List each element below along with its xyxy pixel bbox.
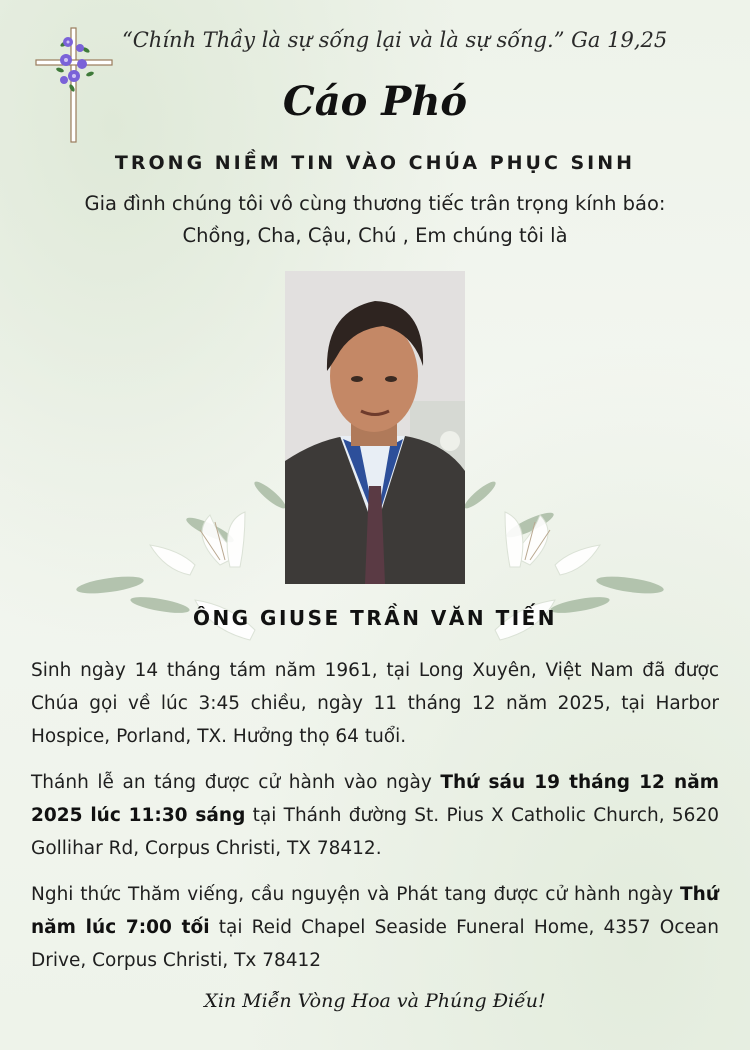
funeral-mass-date: Thứ sáu 19 tháng 12 năm 2025 lúc 11:30 sáng <box>31 772 719 826</box>
intro-line-1: Gia đình chúng tôi vô cùng thương tiếc trân trọng kính báo: <box>84 192 666 215</box>
funeral-mass-text-1: Thánh lễ an táng được cử hành vào ngày <box>31 772 441 793</box>
deceased-name: ÔNG GIUSE TRẦN VĂN TIẾN <box>192 606 558 630</box>
portrait-photo <box>285 271 465 584</box>
visitation-text-2: tại Reid Chapel Seaside Funeral Home, 4357 Ocean Drive, Corpus Christi, Tx 78412 <box>31 917 719 971</box>
funeral-mass-text-2: tại Thánh đường St. Pius X Catholic Church, 5620 Gollihar Rd, Corpus Christi, TX 78412. <box>31 805 719 859</box>
birth-death-paragraph <box>31 654 719 753</box>
subtitle: TRONG NIỀM TIN VÀO CHÚA PHỤC SINH <box>114 152 636 174</box>
funeral-mass-paragraph <box>31 766 719 865</box>
bible-verse: “Chính Thầy là sự sống lại và là sự sống.” Ga 19,25 <box>122 28 668 52</box>
page-title: Cáo Phó <box>282 78 468 125</box>
birth-death-text: Sinh ngày 14 tháng tám năm 1961, tại Long Xuyên, Việt Nam đã được Chúa gọi về lúc 3:45 chiều, ngày 11 tháng 12 năm 2025, tại Harbor Hospice, Porland, TX. Hưởng thọ 64 tuổi. <box>31 660 719 747</box>
closing-note: Xin Miễn Vòng Hoa và Phúng Điếu! <box>204 990 546 1012</box>
visitation-text-1: Nghi thức Thăm viếng, cầu nguyện và Phát tang được cử hành ngày <box>31 884 681 905</box>
visitation-paragraph <box>31 878 719 977</box>
intro-line-2: Chồng, Cha, Cậu, Chú , Em chúng tôi là <box>182 224 568 247</box>
visitation-time: Thứ năm lúc 7:00 tối <box>31 884 719 938</box>
